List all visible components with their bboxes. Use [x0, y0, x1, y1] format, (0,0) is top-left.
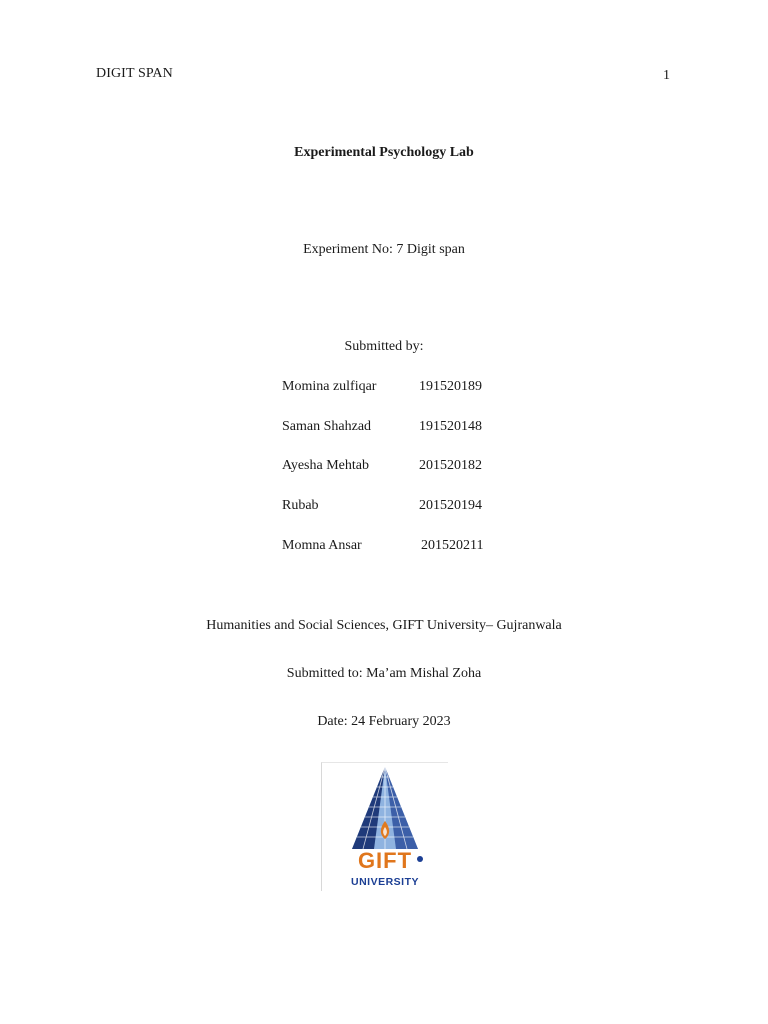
- member-id: 201520182: [419, 458, 482, 474]
- member-id: 201520211: [421, 537, 484, 553]
- experiment-line: Experiment No: 7 Digit span: [303, 242, 465, 257]
- member-row: [282, 498, 522, 538]
- logo-subtitle: UNIVERSITY: [350, 876, 420, 888]
- member-row: [282, 458, 522, 498]
- date-line: Date: 24 February 2023: [317, 714, 451, 729]
- member-row: [282, 379, 522, 419]
- member-id: 191520189: [419, 379, 482, 394]
- submitted-to-line: Submitted to: Ma’am Mishal Zoha: [286, 666, 482, 681]
- page-number: 1: [663, 68, 670, 83]
- member-list: [282, 379, 522, 577]
- member-row: [282, 538, 522, 578]
- member-row: [282, 419, 522, 459]
- university-logo: [321, 762, 448, 891]
- member-name: Saman Shahzad: [282, 418, 372, 434]
- member-name: Momina zulfiqar: [282, 379, 377, 394]
- gift-logo-graphic: [322, 763, 448, 891]
- member-id: 191520148: [419, 418, 482, 434]
- running-head: DIGIT SPAN: [96, 66, 173, 81]
- document-title: Experimental Psychology Lab: [294, 145, 474, 160]
- department-line: Humanities and Social Sciences, GIFT University– Gujranwala: [206, 618, 562, 633]
- logo-wordmark: GIFT: [357, 848, 413, 873]
- member-name: Ayesha Mehtab: [282, 458, 369, 474]
- member-name: Rubab: [282, 498, 319, 514]
- member-id: 201520194: [419, 498, 482, 514]
- member-name: Momna Ansar: [282, 537, 362, 553]
- submitted-by-label: Submitted by:: [344, 339, 424, 354]
